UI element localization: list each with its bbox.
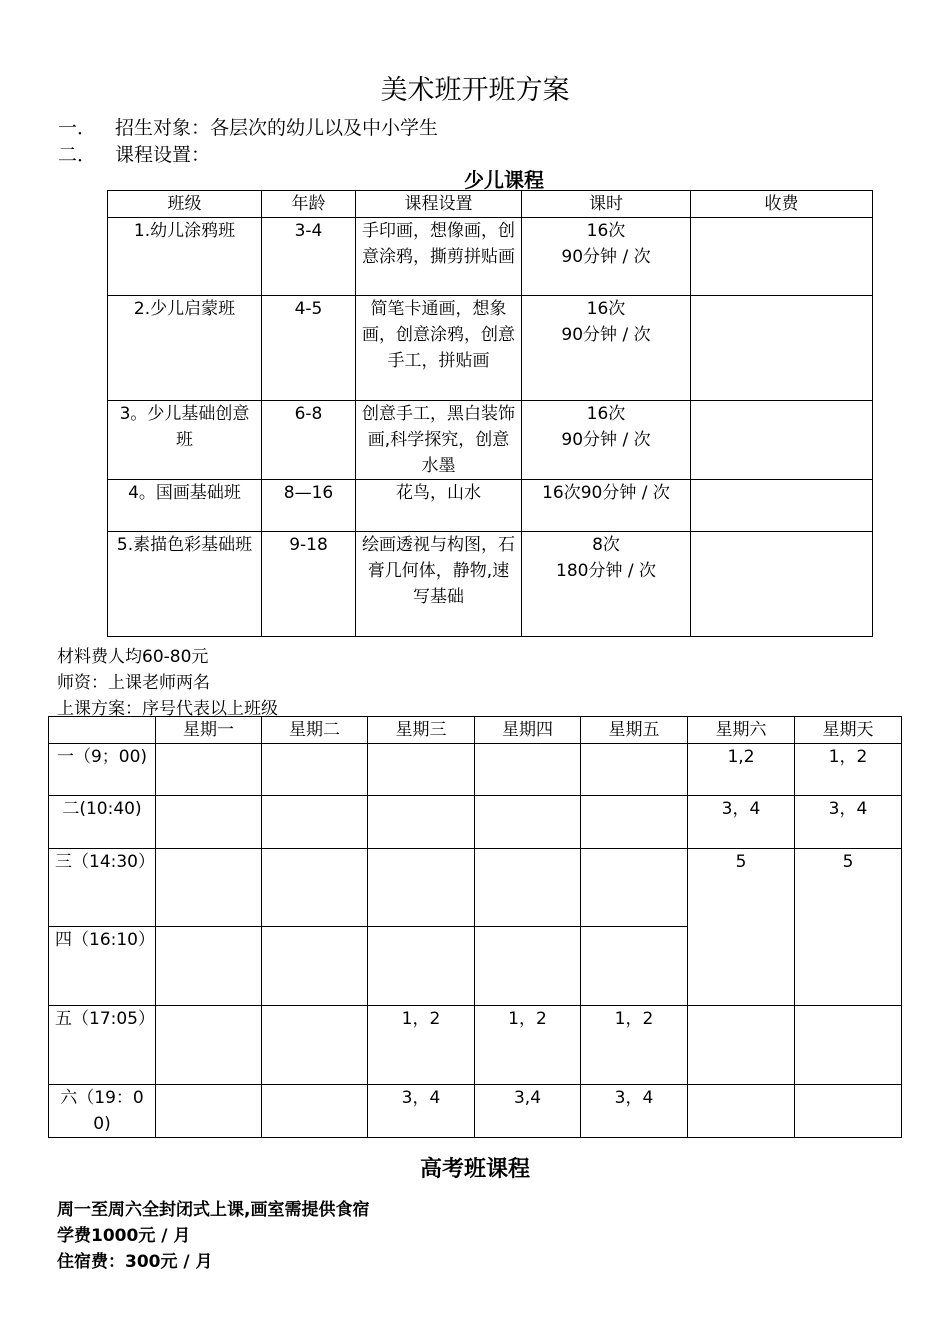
course-content: 简笔卡通画，想象画，创意涂鸦，创意手工，拼贴画 <box>356 296 522 401</box>
section-text: 招生对象：各层次的幼儿以及中小学生 <box>115 117 439 139</box>
schedule-cell <box>581 849 688 927</box>
schedule-cell <box>156 849 262 927</box>
time-slot: 四（16:10） <box>49 927 156 1006</box>
header-fee: 收费 <box>691 191 873 218</box>
fee <box>691 218 873 296</box>
day-header: 星期二 <box>262 717 368 744</box>
schedule-row <box>49 1085 902 1138</box>
schedule-cell <box>156 1085 262 1138</box>
class-hours: 8次 180分钟 / 次 <box>522 532 691 637</box>
schedule-cell <box>262 744 368 796</box>
schedule-cell <box>581 796 688 849</box>
day-header: 星期一 <box>156 717 262 744</box>
class-hours: 16次90分钟 / 次 <box>522 480 691 532</box>
teachers-note: 师资：上课老师两名 <box>57 673 210 693</box>
schedule-cell <box>688 1085 795 1138</box>
table-header-row <box>108 191 873 218</box>
class-name: 3。少儿基础创意班 <box>108 401 262 480</box>
age-range: 6-8 <box>262 401 356 480</box>
table-row <box>108 218 873 296</box>
class-hours: 16次 90分钟 / 次 <box>522 401 691 480</box>
schedule-cell: 3，4 <box>368 1085 475 1138</box>
schedule-cell: 3，4 <box>581 1085 688 1138</box>
schedule-cell <box>475 796 581 849</box>
schedule-cell <box>581 927 688 1006</box>
header-class: 班级 <box>108 191 262 218</box>
schedule-row <box>49 744 902 796</box>
schedule-cell <box>156 927 262 1006</box>
schedule-cell: 1,2 <box>688 744 795 796</box>
schedule-cell <box>262 796 368 849</box>
schedule-row <box>49 849 902 927</box>
class-name: 4。国画基础班 <box>108 480 262 532</box>
schedule-cell: 1，2 <box>368 1006 475 1085</box>
section-text: 课程设置： <box>115 144 211 166</box>
day-header: 星期五 <box>581 717 688 744</box>
age-range: 8—16 <box>262 480 356 532</box>
schedule-header-row <box>49 717 902 744</box>
schedule-cell: 5 <box>795 849 902 1006</box>
age-range: 3-4 <box>262 218 356 296</box>
schedule-cell <box>795 1006 902 1085</box>
schedule-plan-note: 上课方案：序号代表以上班级 <box>57 699 278 719</box>
children-courses-title: 少儿课程 <box>464 168 544 192</box>
class-name: 2.少儿启蒙班 <box>108 296 262 401</box>
schedule-cell: 3，4 <box>688 796 795 849</box>
gaokao-title: 高考班课程 <box>419 1157 530 1182</box>
header-hours: 课时 <box>522 191 691 218</box>
schedule-row <box>49 1006 902 1085</box>
gaokao-schedule-line: 周一至周六全封闭式上课,画室需提供食宿 <box>57 1200 370 1220</box>
time-slot: 五（17:05） <box>49 1006 156 1085</box>
gaokao-lodging-line: 住宿费：300元 / 月 <box>57 1252 213 1272</box>
class-name: 5.素描色彩基础班 <box>108 532 262 637</box>
course-content: 花鸟，山水 <box>356 480 522 532</box>
schedule-cell <box>156 1006 262 1085</box>
schedule-cell <box>475 927 581 1006</box>
section-number: 一． <box>58 117 97 139</box>
schedule-cell <box>475 744 581 796</box>
schedule-cell <box>368 927 475 1006</box>
schedule-cell: 5 <box>688 849 795 1006</box>
age-range: 4-5 <box>262 296 356 401</box>
time-slot: 一（9；00) <box>49 744 156 796</box>
class-name: 1.幼儿涂鸦班 <box>108 218 262 296</box>
gaokao-tuition-line: 学费1000元 / 月 <box>57 1226 191 1246</box>
course-content: 手印画，想像画，创意涂鸦，撕剪拼贴画 <box>356 218 522 296</box>
table-row <box>108 296 873 401</box>
schedule-cell <box>156 744 262 796</box>
table-row <box>108 480 873 532</box>
course-content: 绘画透视与构图，石膏几何体，静物,速写基础 <box>356 532 522 637</box>
table-row <box>108 532 873 637</box>
schedule-cell <box>581 744 688 796</box>
schedule-cell <box>368 849 475 927</box>
section-enrollment <box>58 113 438 140</box>
schedule-cell <box>368 744 475 796</box>
time-slot: 二(10:40) <box>49 796 156 849</box>
schedule-cell: 1，2 <box>475 1006 581 1085</box>
course-table <box>107 190 873 637</box>
time-slot: 三（14:30） <box>49 849 156 927</box>
class-hours: 16次 90分钟 / 次 <box>522 218 691 296</box>
schedule-cell <box>688 1006 795 1085</box>
day-header: 星期四 <box>475 717 581 744</box>
day-header: 星期三 <box>368 717 475 744</box>
schedule-cell <box>795 1085 902 1138</box>
table-row <box>108 401 873 480</box>
page-title: 美术班开班方案 <box>380 75 570 106</box>
schedule-cell <box>262 1006 368 1085</box>
material-fee-note: 材料费人均60-80元 <box>57 647 209 667</box>
corner-cell <box>49 717 156 744</box>
schedule-table <box>48 716 902 1138</box>
schedule-cell <box>475 849 581 927</box>
header-age: 年龄 <box>262 191 356 218</box>
fee <box>691 296 873 401</box>
schedule-cell <box>262 849 368 927</box>
fee <box>691 532 873 637</box>
fee <box>691 480 873 532</box>
schedule-cell: 1，2 <box>795 744 902 796</box>
section-number: 二． <box>58 144 97 166</box>
schedule-cell <box>262 1085 368 1138</box>
schedule-cell: 3，4 <box>795 796 902 849</box>
schedule-cell <box>262 927 368 1006</box>
schedule-cell <box>368 796 475 849</box>
age-range: 9-18 <box>262 532 356 637</box>
schedule-cell <box>156 796 262 849</box>
schedule-cell: 1，2 <box>581 1006 688 1085</box>
day-header: 星期六 <box>688 717 795 744</box>
time-slot: 六（19：00) <box>49 1085 156 1138</box>
schedule-row <box>49 796 902 849</box>
fee <box>691 401 873 480</box>
day-header: 星期天 <box>795 717 902 744</box>
section-courses <box>58 140 210 167</box>
class-hours: 16次 90分钟 / 次 <box>522 296 691 401</box>
header-content: 课程设置 <box>356 191 522 218</box>
schedule-cell: 3,4 <box>475 1085 581 1138</box>
course-content: 创意手工，黑白装饰画,科学探究，创意水墨 <box>356 401 522 480</box>
